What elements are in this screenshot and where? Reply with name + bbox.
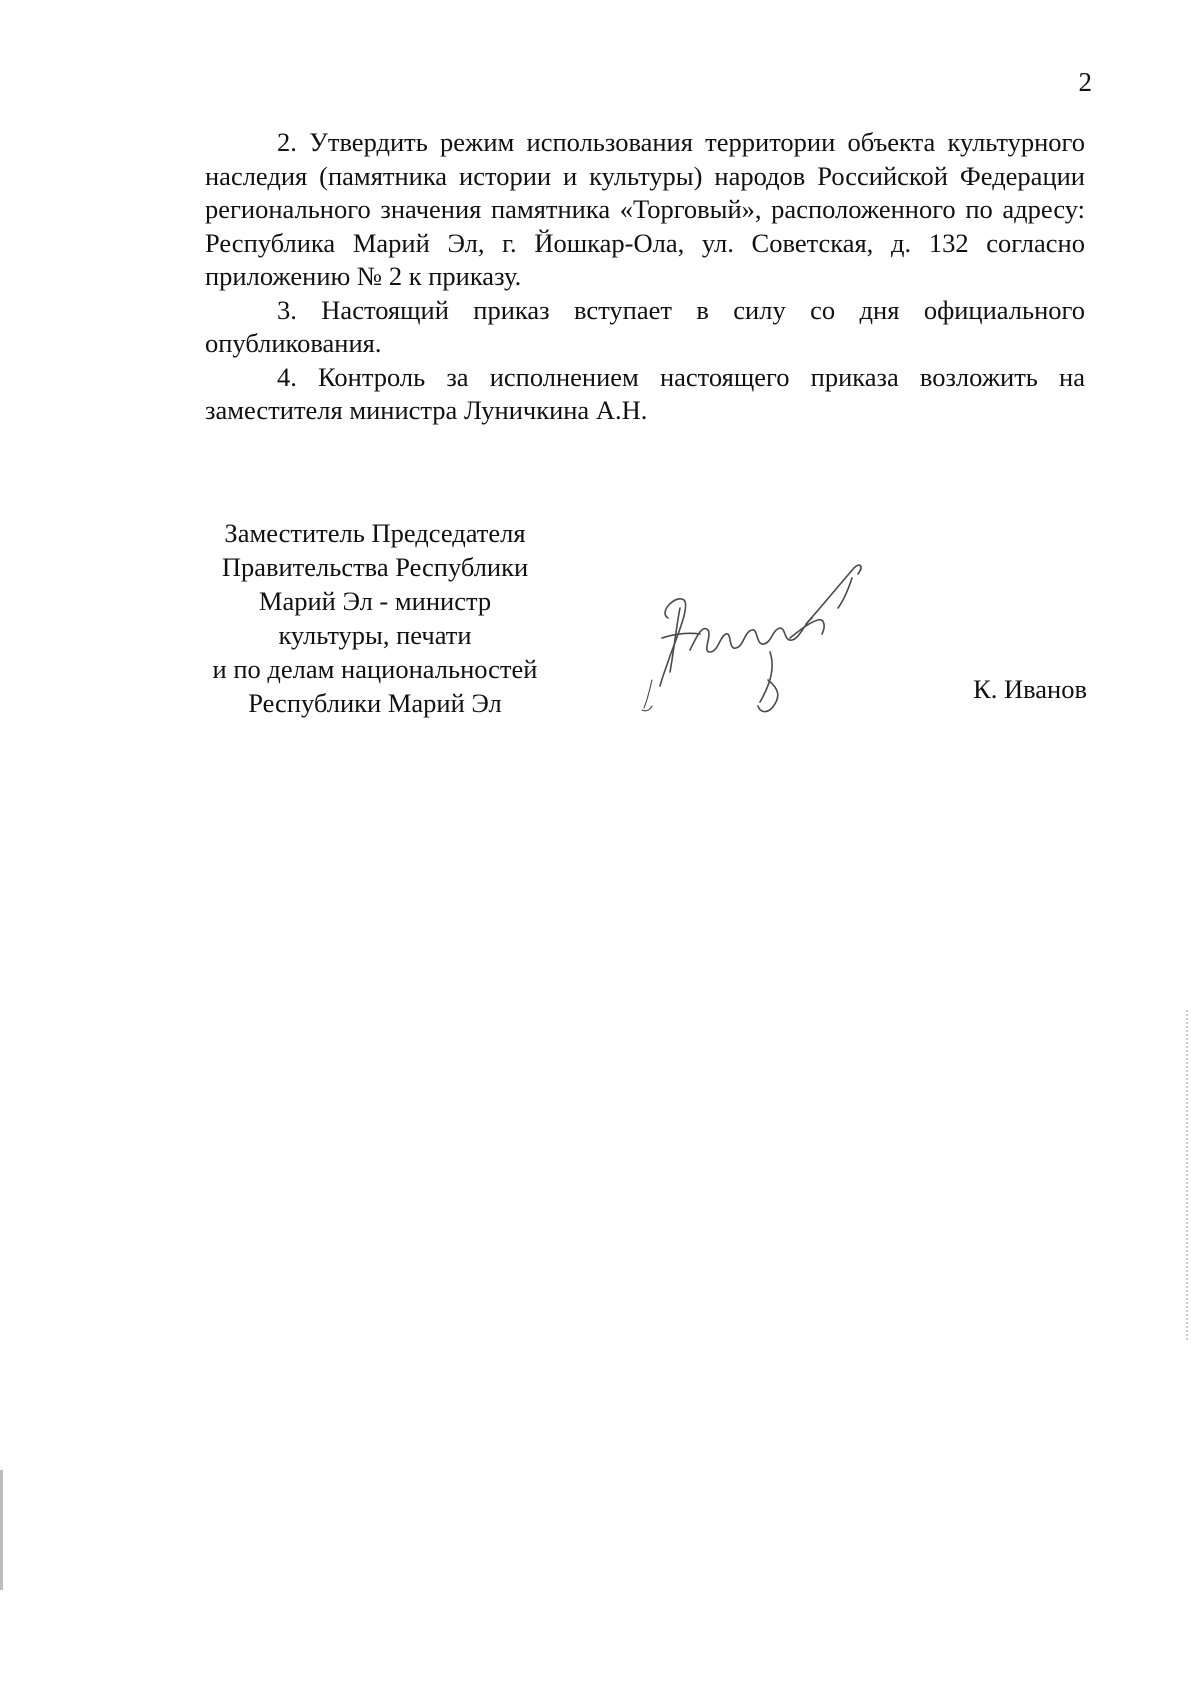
position-line: Заместитель Председателя	[224, 518, 526, 548]
position-line: культуры, печати	[278, 620, 472, 650]
handwritten-signature	[640, 560, 920, 730]
paragraph-2: 2. Утвердить режим использования территории объекта культурного наследия (памятника истории и культуры) народов Российской Федерации регионального значения памятника «Торговый», расположенного по адресу: Республика Марий Эл, г. Йошкар-Ола, ул. Советская, д. 132 согласно приложению № 2 к приказу.	[205, 127, 1085, 291]
scan-edge-mark	[0, 1470, 3, 1590]
position-line: Республики Марий Эл	[248, 688, 502, 718]
page-number: 2	[1078, 67, 1092, 97]
signer-name: К. Иванов	[973, 674, 1087, 704]
scan-edge-mark	[1186, 1010, 1190, 1340]
order-body	[205, 126, 1085, 428]
position-line: и по делам национальностей	[212, 654, 538, 684]
position-line: Марий Эл - министр	[258, 586, 492, 616]
position-line: Правительства Республики	[221, 552, 529, 582]
paragraph-4: 4. Контроль за исполнением настоящего приказа возложить на заместителя министра Луничкина А.Н.	[205, 361, 1085, 425]
signatory-position	[190, 516, 560, 720]
paragraph-3: 3. Настоящий приказ вступает в силу со дня официального опубликования.	[205, 294, 1085, 358]
